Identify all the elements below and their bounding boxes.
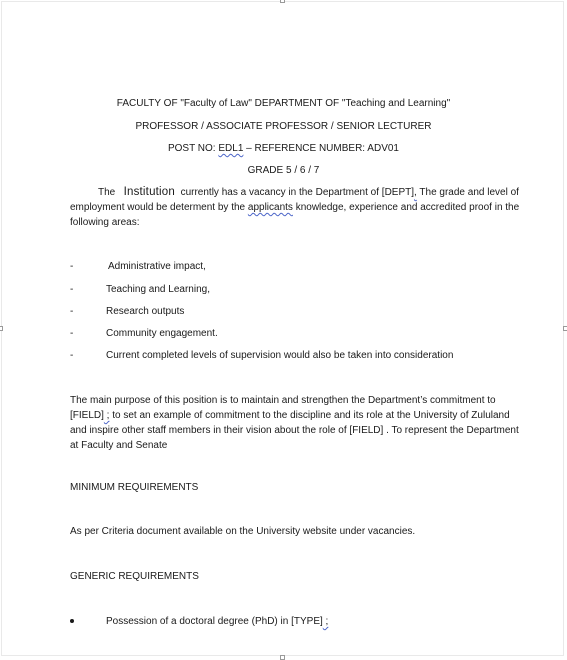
faculty-heading: FACULTY OF "Faculty of Law" DEPARTMENT OF "Teaching and Learning" bbox=[116, 98, 451, 109]
post-number-line: POST NO: EDL1 – REFERENCE NUMBER: ADV01 bbox=[167, 143, 399, 154]
intro-paragraph: The Institution currently has a vacancy in the Department of [DEPT], The grade and level of employment would be determent by the applicants knowledge, experience and accredited proof in the following areas: bbox=[70, 186, 520, 228]
list-dash: - bbox=[70, 306, 74, 317]
resize-handle-bottom[interactable] bbox=[280, 655, 285, 660]
list-dash: - bbox=[70, 350, 74, 361]
list-item: Current completed levels of supervision would also be taken into consideration bbox=[106, 350, 454, 361]
list-item: Administrative impact, bbox=[108, 261, 206, 272]
applicants-word: applicants bbox=[247, 202, 293, 213]
list-item: Research outputs bbox=[106, 306, 185, 317]
purpose-paragraph: The main purpose of this position is to maintain and strengthen the Department’s commitment to [FIELD] ; to set an example of commitment to the discipline and its role at the University of Zululand and inspire other staff members in their vision about the role of [FIELD] . To represent the Department at Faculty and Senate bbox=[70, 395, 519, 451]
minimum-requirements-heading: MINIMUM REQUIREMENTS bbox=[70, 482, 199, 493]
list-dash: - bbox=[70, 284, 74, 295]
generic-requirement-item: Possession of a doctoral degree (PhD) in [TYPE] ; bbox=[106, 616, 329, 627]
institution-field: Institution bbox=[123, 186, 176, 198]
generic-requirements-heading: GENERIC REQUIREMENTS bbox=[70, 571, 199, 582]
position-title: PROFESSOR / ASSOCIATE PROFESSOR / SENIOR LECTURER bbox=[135, 121, 432, 132]
grade-line: GRADE 5 / 6 / 7 bbox=[247, 165, 320, 176]
minimum-requirements-text: As per Criteria document available on the University website under vacancies. bbox=[70, 526, 416, 537]
resize-handle-left[interactable] bbox=[0, 326, 3, 331]
resize-handle-top[interactable] bbox=[280, 0, 285, 3]
post-number: EDL1 bbox=[218, 143, 244, 154]
bullet-dot bbox=[70, 619, 74, 623]
resize-handle-right[interactable] bbox=[563, 326, 567, 331]
list-item: Teaching and Learning, bbox=[106, 284, 210, 295]
list-dash: - bbox=[70, 328, 74, 339]
list-dash: - bbox=[70, 261, 74, 272]
list-item: Community engagement. bbox=[106, 328, 218, 339]
